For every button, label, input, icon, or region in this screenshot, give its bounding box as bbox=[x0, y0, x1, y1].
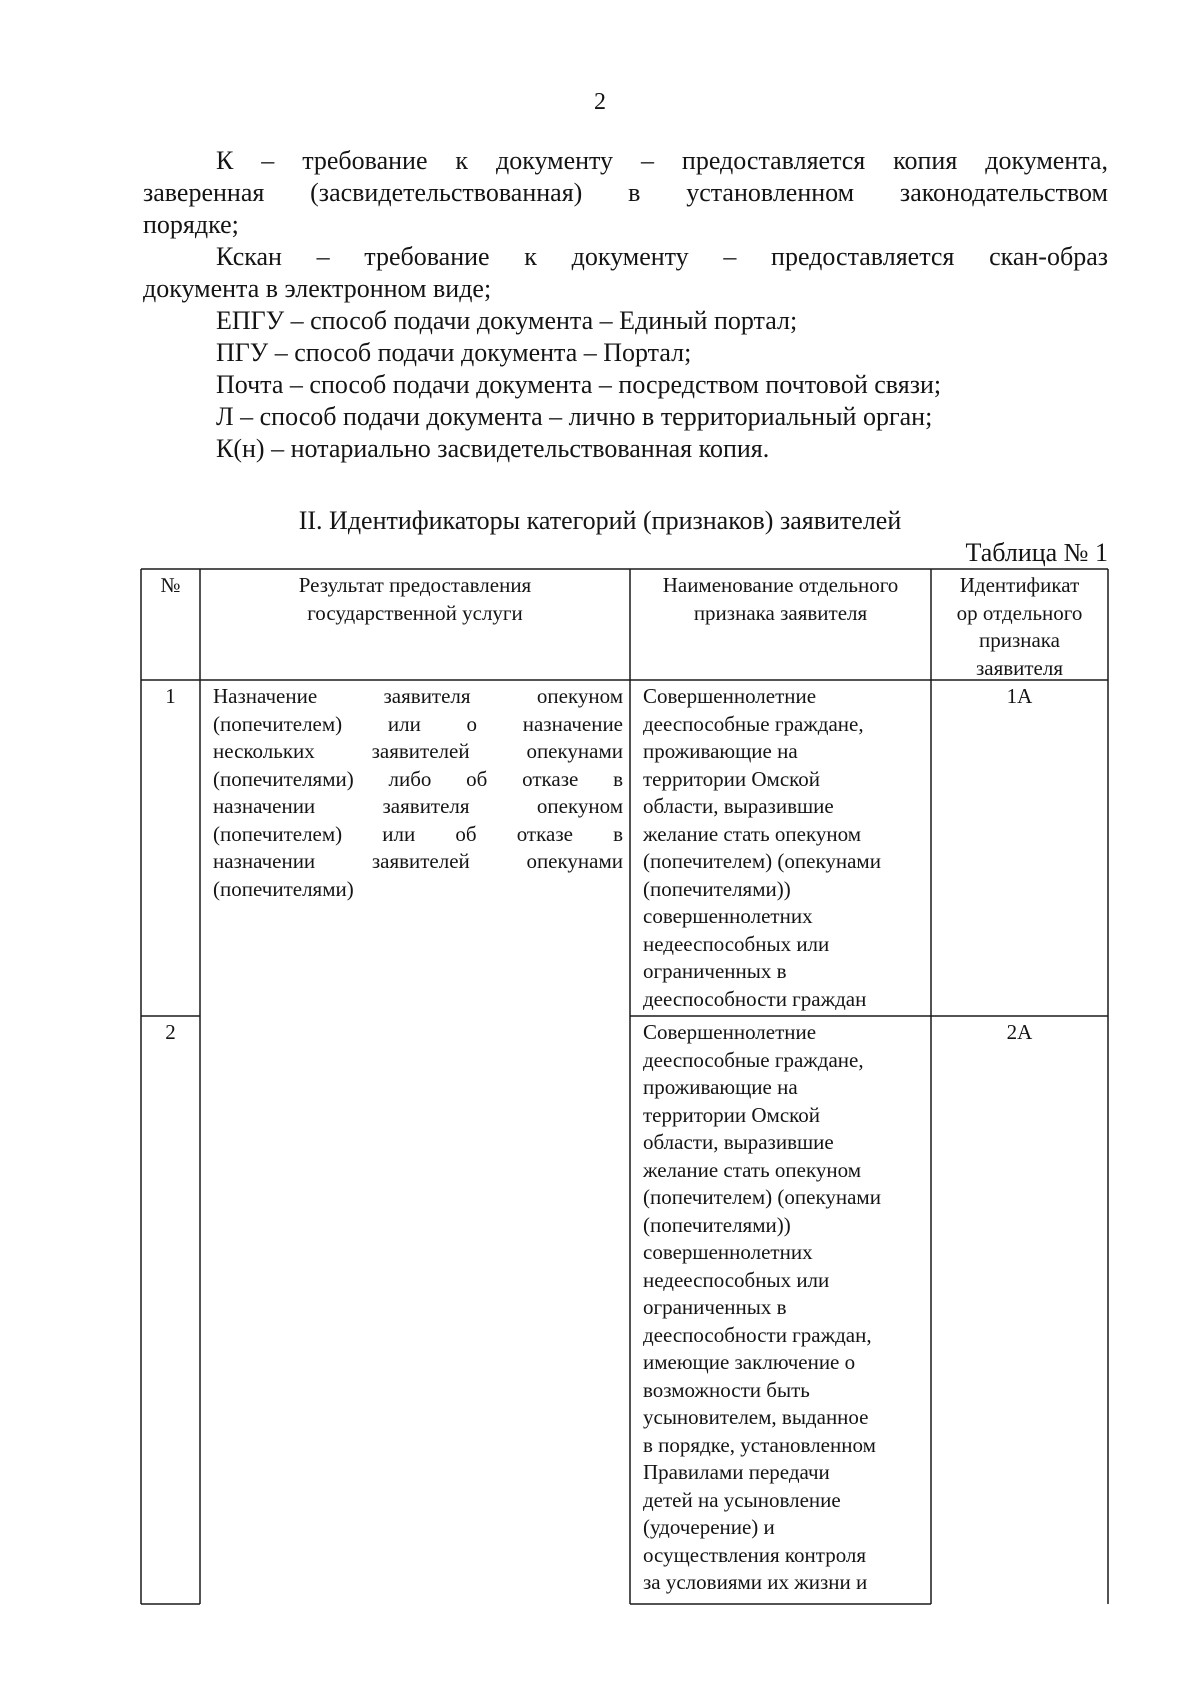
name-line: (удочерение) и bbox=[643, 1515, 775, 1539]
name-line: имеющие заключение о bbox=[643, 1350, 856, 1374]
header-id-line1: Идентификат bbox=[959, 573, 1080, 597]
name-line: недееспособных или bbox=[643, 931, 830, 956]
name-line: территории Омской bbox=[643, 1102, 821, 1127]
name-line: дееспособные граждане, bbox=[643, 1047, 864, 1072]
header-name-line2: признака заявителя bbox=[693, 600, 868, 625]
definition-kn: К(н) – нотариально засвидетельствованная копия. bbox=[216, 434, 770, 463]
definition-pochta: Почта – способ подачи документа – посредством почтовой связи; bbox=[216, 370, 942, 399]
definition-k-line2: заверенная (засвидетельствованная) в установленном законодательством bbox=[143, 178, 1108, 207]
definition-epgu: ЕПГУ – способ подачи документа – Единый портал; bbox=[216, 306, 798, 335]
name-line: за условиями их жизни и bbox=[643, 1570, 868, 1594]
result-line: нескольких заявителей опекунами bbox=[213, 739, 623, 763]
name-line: проживающие на bbox=[643, 739, 798, 763]
header-name bbox=[630, 572, 931, 627]
result-line: Назначение заявителя опекуном bbox=[213, 684, 623, 708]
name-line: Правилами передачи bbox=[643, 1460, 830, 1484]
table-caption: Таблица № 1 bbox=[965, 538, 1108, 567]
result-cell bbox=[213, 683, 623, 903]
name-line: совершеннолетних bbox=[643, 904, 813, 928]
row1-id: 1А bbox=[1006, 684, 1033, 708]
name-line: (попечителями)) bbox=[643, 876, 791, 901]
name-line: территории Омской bbox=[643, 766, 821, 791]
page-number: 2 bbox=[594, 89, 606, 115]
name-line: (попечителями)) bbox=[643, 1212, 791, 1237]
row2-id: 2А bbox=[1006, 1020, 1033, 1044]
row2-num: 2 bbox=[165, 1020, 176, 1044]
definition-kskan-line1: Кскан – требование к документу – предоставляется скан-образ bbox=[216, 242, 1108, 271]
name-line: области, выразившие bbox=[643, 1130, 834, 1154]
name-line: недееспособных или bbox=[643, 1267, 830, 1292]
name-line: (попечителем) (опекунами bbox=[643, 1185, 881, 1209]
name-line: желание стать опекуном bbox=[643, 1157, 862, 1182]
name-line: желание стать опекуном bbox=[643, 821, 862, 846]
result-line: (попечителями) либо об отказе в bbox=[213, 766, 623, 791]
name-line: ограниченных в bbox=[643, 959, 787, 983]
name-line: возможности быть bbox=[643, 1377, 810, 1402]
row1-num: 1 bbox=[165, 684, 176, 708]
definition-l: Л – способ подачи документа – лично в территориальный орган; bbox=[216, 402, 933, 431]
name-line: совершеннолетних bbox=[643, 1240, 813, 1264]
name-line: Совершеннолетние bbox=[643, 1020, 817, 1044]
definition-kskan-line2: документа в электронном виде; bbox=[143, 274, 492, 303]
header-num: № bbox=[160, 573, 181, 597]
name-line: области, выразившие bbox=[643, 794, 834, 818]
header-id-line3: признака bbox=[978, 628, 1061, 652]
name-line: в порядке, установленном bbox=[643, 1432, 876, 1457]
row2-name-cell bbox=[643, 1019, 928, 1597]
name-line: дееспособности граждан bbox=[643, 986, 867, 1011]
header-name-line1: Наименование отдельного bbox=[662, 573, 899, 597]
row1-name-cell bbox=[643, 683, 928, 1013]
name-line: детей на усыновление bbox=[643, 1487, 841, 1512]
section-title: II. Идентификаторы категорий (признаков) заявителей bbox=[298, 506, 902, 535]
result-line: (попечителем) или об отказе в bbox=[213, 821, 623, 846]
name-line: усыновителем, выданное bbox=[643, 1405, 869, 1429]
name-line: (попечителем) (опекунами bbox=[643, 849, 881, 873]
name-line: дееспособные граждане, bbox=[643, 711, 864, 736]
result-line: (попечителями) bbox=[213, 876, 354, 901]
header-id-line4: заявителя bbox=[975, 655, 1064, 680]
name-line: Совершеннолетние bbox=[643, 684, 817, 708]
definition-k-line1: К – требование к документу – предоставляется копия документа, bbox=[216, 146, 1108, 175]
header-result-line1: Результат предоставления bbox=[298, 573, 532, 597]
header-result-line2: государственной услуги bbox=[307, 600, 523, 625]
header-result bbox=[200, 572, 630, 627]
name-line: ограниченных в bbox=[643, 1295, 787, 1319]
definition-k-line3: порядке; bbox=[143, 210, 239, 239]
name-line: осуществления контроля bbox=[643, 1542, 867, 1567]
name-line: дееспособности граждан, bbox=[643, 1322, 872, 1347]
name-line: проживающие на bbox=[643, 1075, 798, 1099]
definition-pgu: ПГУ – способ подачи документа – Портал; bbox=[216, 338, 692, 367]
result-line: (попечителем) или о назначение bbox=[213, 711, 623, 736]
header-id bbox=[931, 572, 1108, 682]
result-line: назначении заявителей опекунами bbox=[213, 849, 623, 873]
result-line: назначении заявителя опекуном bbox=[213, 794, 623, 818]
header-id-line2: ор отдельного bbox=[956, 600, 1083, 625]
